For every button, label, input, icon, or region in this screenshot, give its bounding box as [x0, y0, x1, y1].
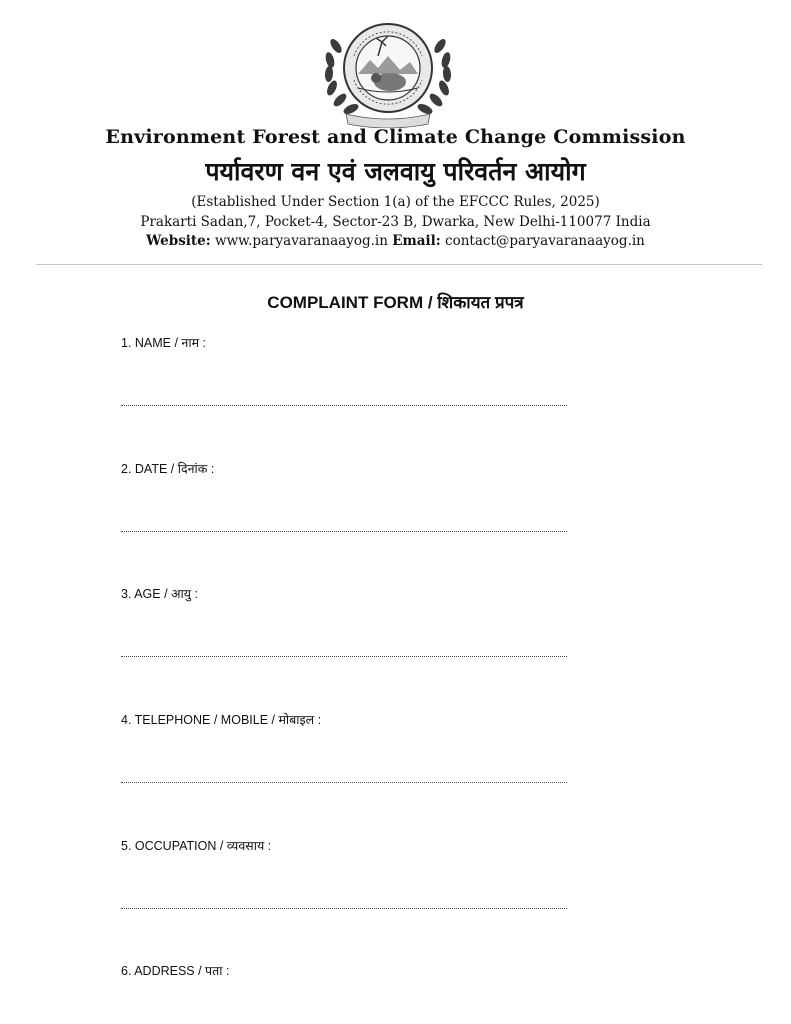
- website-label: Website:: [146, 233, 211, 249]
- telephone-input-line[interactable]: [121, 782, 567, 783]
- field-label-telephone: 4. TELEPHONE / MOBILE / मोबाइल :: [121, 713, 322, 727]
- establishment-note: (Established Under Section 1(a) of the EFCCC Rules, 2025): [191, 194, 600, 210]
- contact-line: [0, 233, 791, 249]
- address-line: Prakarti Sadan,7, Pocket-4, Sector-23 B, Dwarka, New Delhi-110077 India: [140, 214, 651, 230]
- organization-name-hindi: पर्यावरण वन एवं जलवायु परिवर्तन आयोग: [205, 157, 586, 186]
- name-input-line[interactable]: [121, 405, 567, 406]
- email-link[interactable]: contact@paryavaranaayog.in: [445, 233, 645, 249]
- date-input-line[interactable]: [121, 531, 567, 532]
- organization-name-english: Environment Forest and Climate Change Commission: [105, 126, 686, 148]
- website-link[interactable]: www.paryavaranaayog.in: [215, 233, 388, 249]
- field-label-age: 3. AGE / आयु :: [121, 587, 198, 601]
- field-label-address: 6. ADDRESS / पता :: [121, 964, 230, 978]
- header-divider: [36, 264, 762, 265]
- age-input-line[interactable]: [121, 656, 567, 657]
- field-label-occupation: 5. OCCUPATION / व्यवसाय :: [121, 839, 272, 853]
- email-label: Email:: [392, 233, 441, 249]
- field-label-name: 1. NAME / नाम :: [121, 336, 207, 350]
- form-title: COMPLAINT FORM / शिकायत प्रपत्र: [267, 293, 524, 312]
- commission-emblem-icon: [318, 16, 458, 128]
- occupation-input-line[interactable]: [121, 908, 567, 909]
- field-label-date: 2. DATE / दिनांक :: [121, 462, 215, 476]
